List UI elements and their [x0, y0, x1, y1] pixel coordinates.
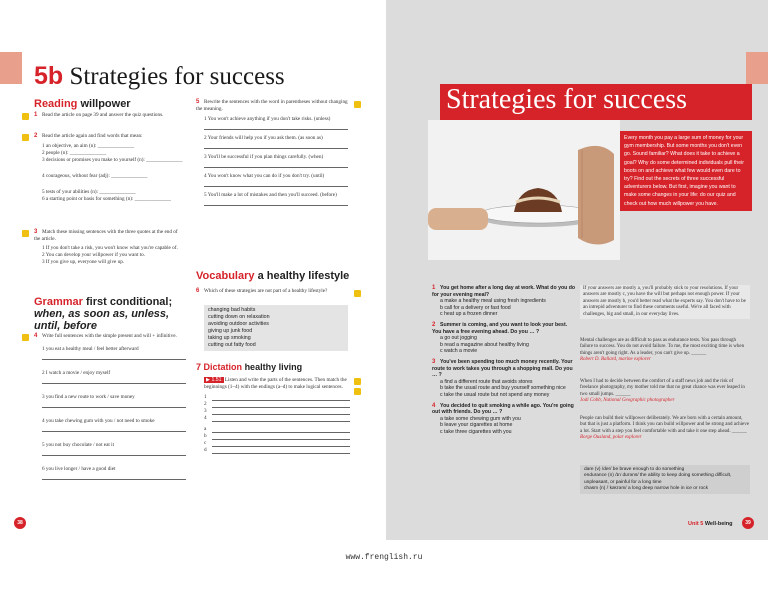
vocab-icon	[354, 290, 361, 297]
corner-tab-right	[746, 52, 768, 84]
glossary-box: dare (v) /der/ be brave enough to do something endurance (n) /ɪnˈdʊrəns/ the ability to keep doing something difficult, unpleasant, or painful for a long time chasm (n) /ˈkæzəm/ a long deep narrow hole in ice or rock	[580, 465, 750, 494]
reading-heading: Reading willpower	[34, 98, 131, 110]
article-answers: If your answers are mostly a, you'll probably stick to your resolutions. If your answers are mostly c, you have the will but perhaps not enough power. If your answers are mostly b, you'd better read what the experts say. You don't have to be an intrepid adventurer to find these comments useful. We're all faced with challenges, big and small, in our everyday lives.	[580, 285, 750, 319]
right-page	[386, 0, 768, 540]
dictation-line[interactable]: d	[204, 447, 350, 454]
dictation-line[interactable]: 4	[204, 415, 350, 422]
exercise-6: 6 Which of these strategies are not part of a healthy lifestyle?	[196, 288, 328, 294]
grammar-icon	[22, 334, 29, 341]
exercise-7: ▶ 1.51 Listen and write the parts of the sentences. Then match the beginnings (1–4) with the endings (a–d) to make logical sentences. 1 2 3 4 a b c d	[204, 377, 350, 454]
dictation-line[interactable]: b	[204, 433, 350, 440]
dictation-icon	[354, 378, 361, 385]
page-number-left: 38	[14, 517, 26, 529]
dictation-line[interactable]: 3	[204, 408, 350, 415]
dictation-line[interactable]: 2	[204, 401, 350, 408]
page-title: 5b Strategies for success	[34, 62, 285, 90]
unit-label: Unit 5 Well-being	[688, 521, 733, 527]
quote-ousland: People can build their willpower deliberately. We are born with a certain amount, but that is just a platform. I think you can build willpower and be strong and achieve a lot. Start with a step you feel comfortable with and take it one step ahead. ______ Borge Ousland, polar explorer	[580, 416, 749, 441]
hand-rejecting-cake-photo	[428, 120, 620, 260]
audio-icon	[354, 388, 361, 395]
quote-cobb: When I had to decide between the comfort of a staff news job and the risk of freelance photography, my mother told me that no great chance was ever leaped in two small jumps. ______ Jodi Cobb, National Geographic photographer	[580, 379, 745, 404]
left-page	[0, 0, 382, 540]
vocab-icon	[22, 113, 29, 120]
corner-tab-left	[0, 52, 22, 84]
intro-text: Every month you pay a large sum of money for your gym membership. But some months you don't even go. Sound familiar? What does it take to achieve a goal? Why do some determined individuals pull their boots on and achieve what few would even dare to try? Find out the secrets of three successful adventurers below. But first, imagine you want to make some changes in your life: do our quiz and check out how much willpower you have.	[620, 131, 752, 211]
page-number-right: 39	[742, 517, 754, 529]
dictation-heading: 7 Dictation healthy living	[196, 362, 303, 372]
photo-illustration	[428, 120, 620, 260]
dictation-line[interactable]: c	[204, 440, 350, 447]
audio-track-badge[interactable]: ▶ 1.51	[206, 377, 222, 383]
exercise-3: 3 Match these missing sentences with the three quotes at the end of the article. 1 If you don't take a risk, you won't know what you're capable of. 2 You can develop your willpower if you want to. 3 If you give up, everyone will give up.	[34, 229, 178, 265]
footer-url: www.frenglish.ru	[345, 553, 423, 562]
exercise-5: 5 Rewrite the sentences with the word in parentheses without changing the meaning. 1 You won't achieve anything if you don't take risks. (unless) 2 Your friends will help you if you ask them. (as soon as) 3 You'll be successful if you plan things carefully. (when) 4 You won't know what you can do if you don't try. (until) 5 You'll make a lot of mistakes and then you'll succeed. (before)	[196, 99, 348, 206]
article-title: Strategies for success	[446, 84, 688, 115]
exercise-1: 1 Read the article on page 39 and answer the quiz questions.	[34, 112, 164, 118]
strategies-box: changing bad habits cutting down on relaxation avoiding outdoor activities giving up junk food taking up smoking cutting out fatty food	[204, 305, 348, 351]
vocabulary-heading: Vocabulary a healthy lifestyle	[196, 270, 350, 282]
dictation-line[interactable]: a	[204, 426, 350, 433]
grammar-heading: Grammar first conditional; when, as soon as, unless, until, before	[34, 296, 173, 332]
vocab-icon	[22, 230, 29, 237]
grammar-icon	[354, 101, 361, 108]
exercise-2: 2 Read the article again and find words that mean: 1 an objective, an aim (n): ______________ 2 people (n): ______________ 3 decisions or promises you make to yourself (n): ______________ 4 courageous, without fear (adj): ______________ 5 tests of your abilities (n): ______________ 6 a starting point or basis for something (n): ______________	[34, 133, 183, 202]
quote-ballard: Mental challenges are as difficult to pass as endurance tests. You pass through failure to success. You do not avoid failure. To me, the most exciting time is when things aren't going right. As a leader, you can't give up. ______ Robert D. Ballard, marine explorer	[580, 338, 745, 363]
quiz: 1 You get home after a long day at work. What do you do for your evening meal? a make a healthy meal using fresh ingredients b call for a delivery or fast food c heat up a frozen dinner 2 Summer is coming, and you want to look your best. You have a free evening ahead. Do you … ? a go out jogging b read a magazine about healthy living c watch a movie 3 You've been spending too much money recently. Your route to work takes you through a shopping mall. Do you … ? a find a different route that avoids stores b take the usual route and buy yourself something nice c take the usual route but not spend any money 4 You decided to quit smoking a while ago. You're going out with friends. Do you … ? a take some chewing gum with you b leave your cigarettes at home c take three cigarettes with you	[432, 285, 576, 435]
vocab-icon	[22, 134, 29, 141]
dictation-line[interactable]: 1	[204, 394, 350, 401]
exercise-4: 4 Write full sentences with the simple present and will + infinitive. 1 you eat a healthy meal / feel better afterward 2 I watch a movie / enjoy myself 3 you find a new route to work / save money 4 you take chewing gum with you / not need to smoke 5 you not buy chocolate / not eat it 6 you live longer / have a good diet	[34, 333, 186, 480]
